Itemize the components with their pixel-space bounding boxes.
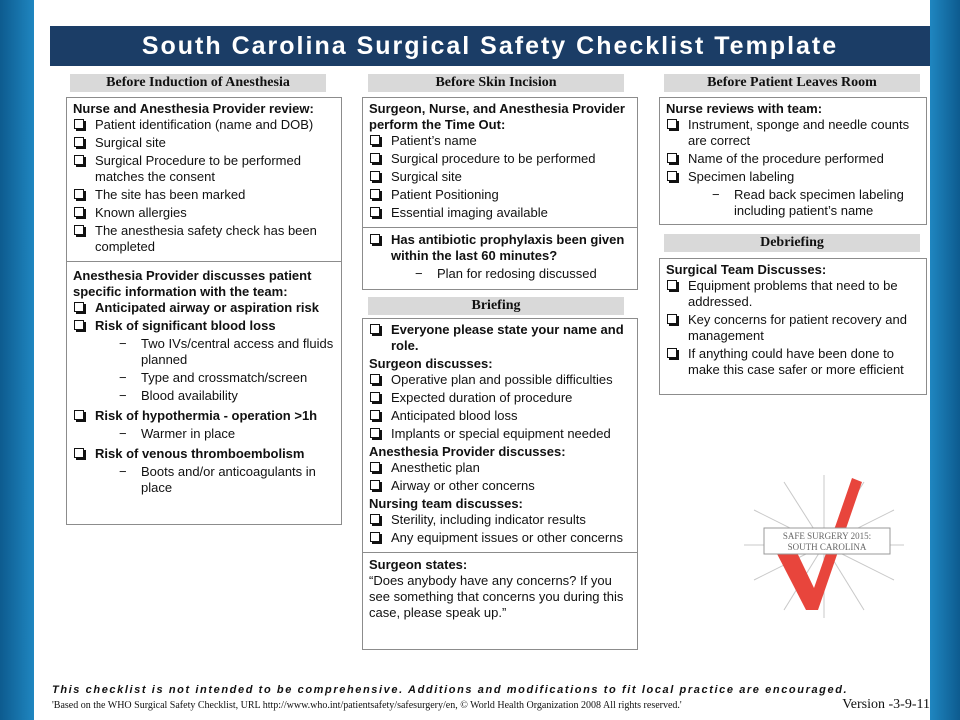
sub-item: − Type and crossmatch/screen [119, 370, 308, 385]
section-heading: Anesthesia Provider discusses patient specific information with the team: [73, 268, 312, 299]
sub-item: − Boots and/or anticoagulants in place [119, 464, 316, 495]
antibiotic-section [363, 228, 637, 288]
section-heading: Surgeon states: [369, 557, 468, 572]
footer-disclaimer: This checklist is not intended to be comprehensive. Additions and modifications to fit local practice are encouraged. [52, 684, 849, 696]
section-heading: Nurse reviews with team: [666, 101, 823, 116]
checklist-item[interactable]: Specimen labeling [666, 169, 920, 185]
checklist-item[interactable]: If anything could have been done to make this case safer or more efficient [666, 346, 920, 378]
sub-item: − Warmer in place [119, 426, 236, 441]
checklist-item[interactable]: Risk of significant blood loss [73, 318, 335, 334]
checklist-item[interactable]: Operative plan and possible difficulties [369, 372, 631, 388]
section-heading: Nurse and Anesthesia Provider review: [73, 101, 314, 116]
sub-item: − Read back specimen labeling including patient’s name [712, 187, 904, 218]
sub-item: − Blood availability [119, 388, 238, 403]
checkbox-icon[interactable] [666, 153, 682, 163]
time-out-section [363, 101, 637, 228]
checklist-item[interactable]: Surgical site [73, 135, 335, 151]
logo-line-1: SAFE SURGERY 2015: [782, 531, 872, 541]
checkbox-icon[interactable] [73, 119, 89, 129]
checklist-item[interactable]: Known allergies [73, 205, 335, 221]
checkbox-icon[interactable] [369, 135, 385, 145]
header-before-leaving: Before Patient Leaves Room [664, 74, 920, 92]
time-out-box [362, 97, 638, 290]
surgeon-states-section [363, 553, 637, 625]
version-label: Version -3-9-11 [842, 697, 930, 712]
checklist-item[interactable]: Has antibiotic prophylaxis been given within the last 60 minutes? [369, 232, 631, 264]
checkbox-icon[interactable] [369, 374, 385, 384]
checkbox-icon[interactable] [369, 410, 385, 420]
checkbox-icon[interactable] [73, 302, 89, 312]
checkbox-icon[interactable] [666, 280, 682, 290]
checklist-item[interactable]: Surgical site [369, 169, 631, 185]
checkbox-icon[interactable] [666, 119, 682, 129]
surgeon-statement: “Does anybody have any concerns? If you see something that concerns you during this case, please speak up.” [369, 573, 624, 620]
checkbox-icon[interactable] [369, 207, 385, 217]
checkbox-icon[interactable] [73, 410, 89, 420]
anesthesia-discussion-section [67, 262, 341, 502]
footer-reference: 'Based on the WHO Surgical Safety Checklist, URL http://www.who.int/patientsafety/safesurgery/en, © World Health Organization 2008 All rights reserved.' [52, 700, 682, 711]
checklist-item[interactable]: Surgical Procedure to be performed matches the consent [73, 153, 335, 185]
checklist-item[interactable]: Airway or other concerns [369, 478, 631, 494]
checkbox-icon[interactable] [73, 137, 89, 147]
section-heading: Nursing team discusses: [369, 496, 523, 511]
sub-item: − Plan for redosing discussed [415, 266, 597, 281]
section-heading: Surgeon discusses: [369, 356, 493, 371]
checklist-item[interactable]: Risk of hypothermia - operation >1h [73, 408, 335, 424]
checklist-item[interactable]: Expected duration of procedure [369, 390, 631, 406]
checklist-item[interactable]: Anesthetic plan [369, 460, 631, 476]
checkbox-icon[interactable] [369, 480, 385, 490]
checkbox-icon[interactable] [369, 428, 385, 438]
section-heading: Surgical Team Discusses: [666, 262, 827, 277]
patient-leaves-box [659, 97, 927, 225]
right-blue-border [930, 0, 960, 720]
checklist-item[interactable]: Implants or special equipment needed [369, 426, 631, 442]
checkbox-icon[interactable] [73, 207, 89, 217]
checkbox-icon[interactable] [369, 462, 385, 472]
checklist-item[interactable]: Any equipment issues or other concerns [369, 530, 631, 546]
checklist-item[interactable]: Surgical procedure to be performed [369, 151, 631, 167]
checkbox-icon[interactable] [369, 171, 385, 181]
checklist-page [34, 0, 930, 720]
checklist-item[interactable]: Everyone please state your name and role. [369, 322, 631, 354]
checklist-item[interactable]: The site has been marked [73, 187, 335, 203]
header-briefing: Briefing [368, 297, 624, 315]
briefing-section [363, 322, 637, 553]
logo-line-2: SOUTH CAROLINA [787, 542, 867, 552]
checklist-item[interactable]: Key concerns for patient recovery and management [666, 312, 920, 344]
header-debriefing: Debriefing [664, 234, 920, 252]
left-blue-border [0, 0, 34, 720]
page-title: South Carolina Surgical Safety Checklist Template [50, 26, 930, 66]
checkbox-icon[interactable] [369, 324, 385, 334]
section-heading: Surgeon, Nurse, and Anesthesia Provider perform the Time Out: [369, 101, 625, 132]
checkbox-icon[interactable] [73, 189, 89, 199]
checklist-item[interactable]: Patient’s name [369, 133, 631, 149]
checklist-item[interactable]: Sterility, including indicator results [369, 512, 631, 528]
checkbox-icon[interactable] [73, 448, 89, 458]
checkbox-icon[interactable] [369, 189, 385, 199]
section-heading: Anesthesia Provider discusses: [369, 444, 566, 459]
checklist-item[interactable]: Risk of venous thromboembolism [73, 446, 335, 462]
header-before-skin-incision: Before Skin Incision [368, 74, 624, 92]
checklist-item[interactable]: Essential imaging available [369, 205, 631, 221]
checklist-item[interactable]: Anticipated airway or aspiration risk [73, 300, 335, 316]
header-before-induction: Before Induction of Anesthesia [70, 74, 326, 92]
checkbox-icon[interactable] [73, 155, 89, 165]
checkbox-icon[interactable] [73, 320, 89, 330]
checklist-item[interactable]: The anesthesia safety check has been completed [73, 223, 335, 255]
sub-item: − Two IVs/central access and fluids planned [119, 336, 334, 367]
nurse-anesthesia-review-section [67, 101, 341, 262]
checkbox-icon[interactable] [369, 153, 385, 163]
checkbox-icon[interactable] [369, 234, 385, 244]
checklist-item[interactable]: Name of the procedure performed [666, 151, 920, 167]
checkbox-icon[interactable] [666, 348, 682, 358]
checkbox-icon[interactable] [369, 532, 385, 542]
debriefing-box [659, 258, 927, 395]
safe-surgery-logo [734, 470, 914, 620]
checklist-item[interactable]: Equipment problems that need to be addressed. [666, 278, 920, 310]
checkbox-icon[interactable] [369, 514, 385, 524]
checklist-item[interactable]: Instrument, sponge and needle counts are correct [666, 117, 920, 149]
checkbox-icon[interactable] [666, 314, 682, 324]
checklist-item[interactable]: Patient Positioning [369, 187, 631, 203]
checklist-item[interactable]: Patient identification (name and DOB) [73, 117, 335, 133]
briefing-box [362, 318, 638, 650]
checkbox-icon[interactable] [369, 392, 385, 402]
induction-box [66, 97, 342, 525]
checkbox-icon[interactable] [73, 225, 89, 235]
checkbox-icon[interactable] [666, 171, 682, 181]
checklist-item[interactable]: Anticipated blood loss [369, 408, 631, 424]
